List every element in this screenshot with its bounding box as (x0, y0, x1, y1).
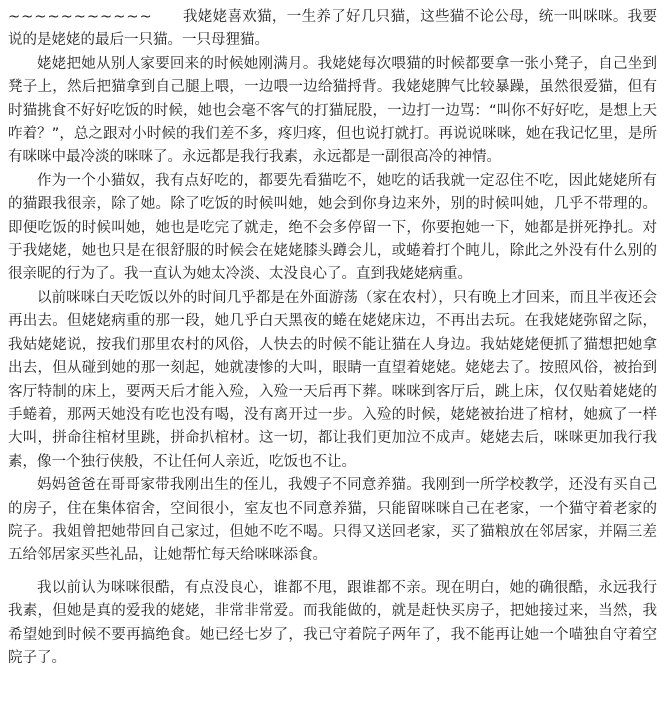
tilde-separator: ~~~~~~~~~~~ (8, 9, 153, 25)
paragraph-text: 我姥姥喜欢猫，一生养了好几只猫，这些猫不论公母，统一叫咪咪。我要说的是姥姥的最后一只猫。一只母狸猫。 (8, 9, 657, 49)
paragraph-gap (8, 568, 657, 577)
article-paragraph-intro (8, 6, 657, 53)
article-paragraph: 以前咪咪白天吃饭以外的时间几乎都是在外面游荡（家在农村），只有晚上才回来，而且半夜还会再出去。但姥姥病重的那一段，她几乎白天黑夜的蜷在姥姥床边，不再出去玩。在我姥姥弥留之际，我姑姥姥说，按我们那里农村的风俗，人快去的时候不能让猫在人身边。我姑姥姥便抓了猫想把她拿出去，但从碰到她的那一刻起，她就凄惨的大叫，眼睛一直望着姥姥。姥姥去了。按照风俗，被抬到客厅特制的床上，要两天后才能入殓，入殓一天后再下葬。咪咪到客厅后，跳上床，仅仅贴着姥姥的手蜷着，那两天她没有吃也没有喝，没有离开过一步。入殓的时候，姥姥被抬进了棺材，她疯了一样大叫，拼命往棺材里跳，拼命扒棺材。这一切，都让我们更加泣不成声。姥姥去后，咪咪更加我行我素，像一个独行侠般，不让任何人亲近，吃饭也不让。 (8, 289, 657, 470)
article-paragraph: 作为一个小猫奴，我有点好吃的，都要先看猫吃不，她吃的话我就一定忍住不吃，因此姥姥所有的猫跟我很亲，除了她。除了吃饭的时候叫她，她会到你身边来外，别的时候叫她，几乎不带理的。即便吃饭的时候叫她，她也是吃完了就走，绝不会多停留一下，你要抱她一下，她都是拼死挣扎。对于我姥姥，她也只是在很舒服的时候会在姥姥膝头蹲会儿，或蜷着打个盹儿，除此之外没有什么别的很亲昵的行为了。我一直认为她太冷淡、太没良心了。直到我姥姥病重。 (8, 172, 657, 283)
article-paragraph: 姥姥把她从别人家要回来的时候她刚满月。我姥姥每次喂猫的时候都要拿一张小凳子，自己坐到凳子上，然后把猫拿到自己腿上喂，一边喂一边给猫捋背。我姥姥脾气比较暴躁，虽然很爱猫，但有时猫挑食不好好吃饭的时候，她也会毫不客气的打猫屁股，一边打一边骂：“叫你不好好吃，是想上天咋着？”，总之跟对小时候的我们差不多，疼归疼，但也说打就打。再说说咪咪，她在我记忆里，是所有咪咪中最冷淡的咪咪了。永远都是我行我素，永远都是一副很高冷的神情。 (8, 55, 657, 166)
article-paragraph: 妈妈爸爸在哥哥家带我刚出生的侄儿，我嫂子不同意养猫。我刚到一所学校教学，还没有买自己的房子，住在集体宿舍，空间很小，室友也不同意养猫，只能留咪咪自己在老家，一个猫守着老家的院子。我姐曾把她带回自己家过，但她不吃不喝。只得又送回老家，买了猫粮放在邻居家，并隔三差五给邻居家买些礼品，让她帮忙每天给咪咪添食。 (8, 477, 657, 564)
article-paragraph: 我以前认为咪咪很酷，有点没良心，谁都不甩，跟谁都不亲。现在明白，她的确很酷，永远我行我素，但她是真的爱我的姥姥，非常非常爱。而我能做的，就是赶快买房子，把她接过来，当然，我希望她到时候不要再搞绝食。她已经七岁了，我已守着院子两年了，我不能再让她一个喵独自守着空院子了。 (8, 579, 657, 666)
